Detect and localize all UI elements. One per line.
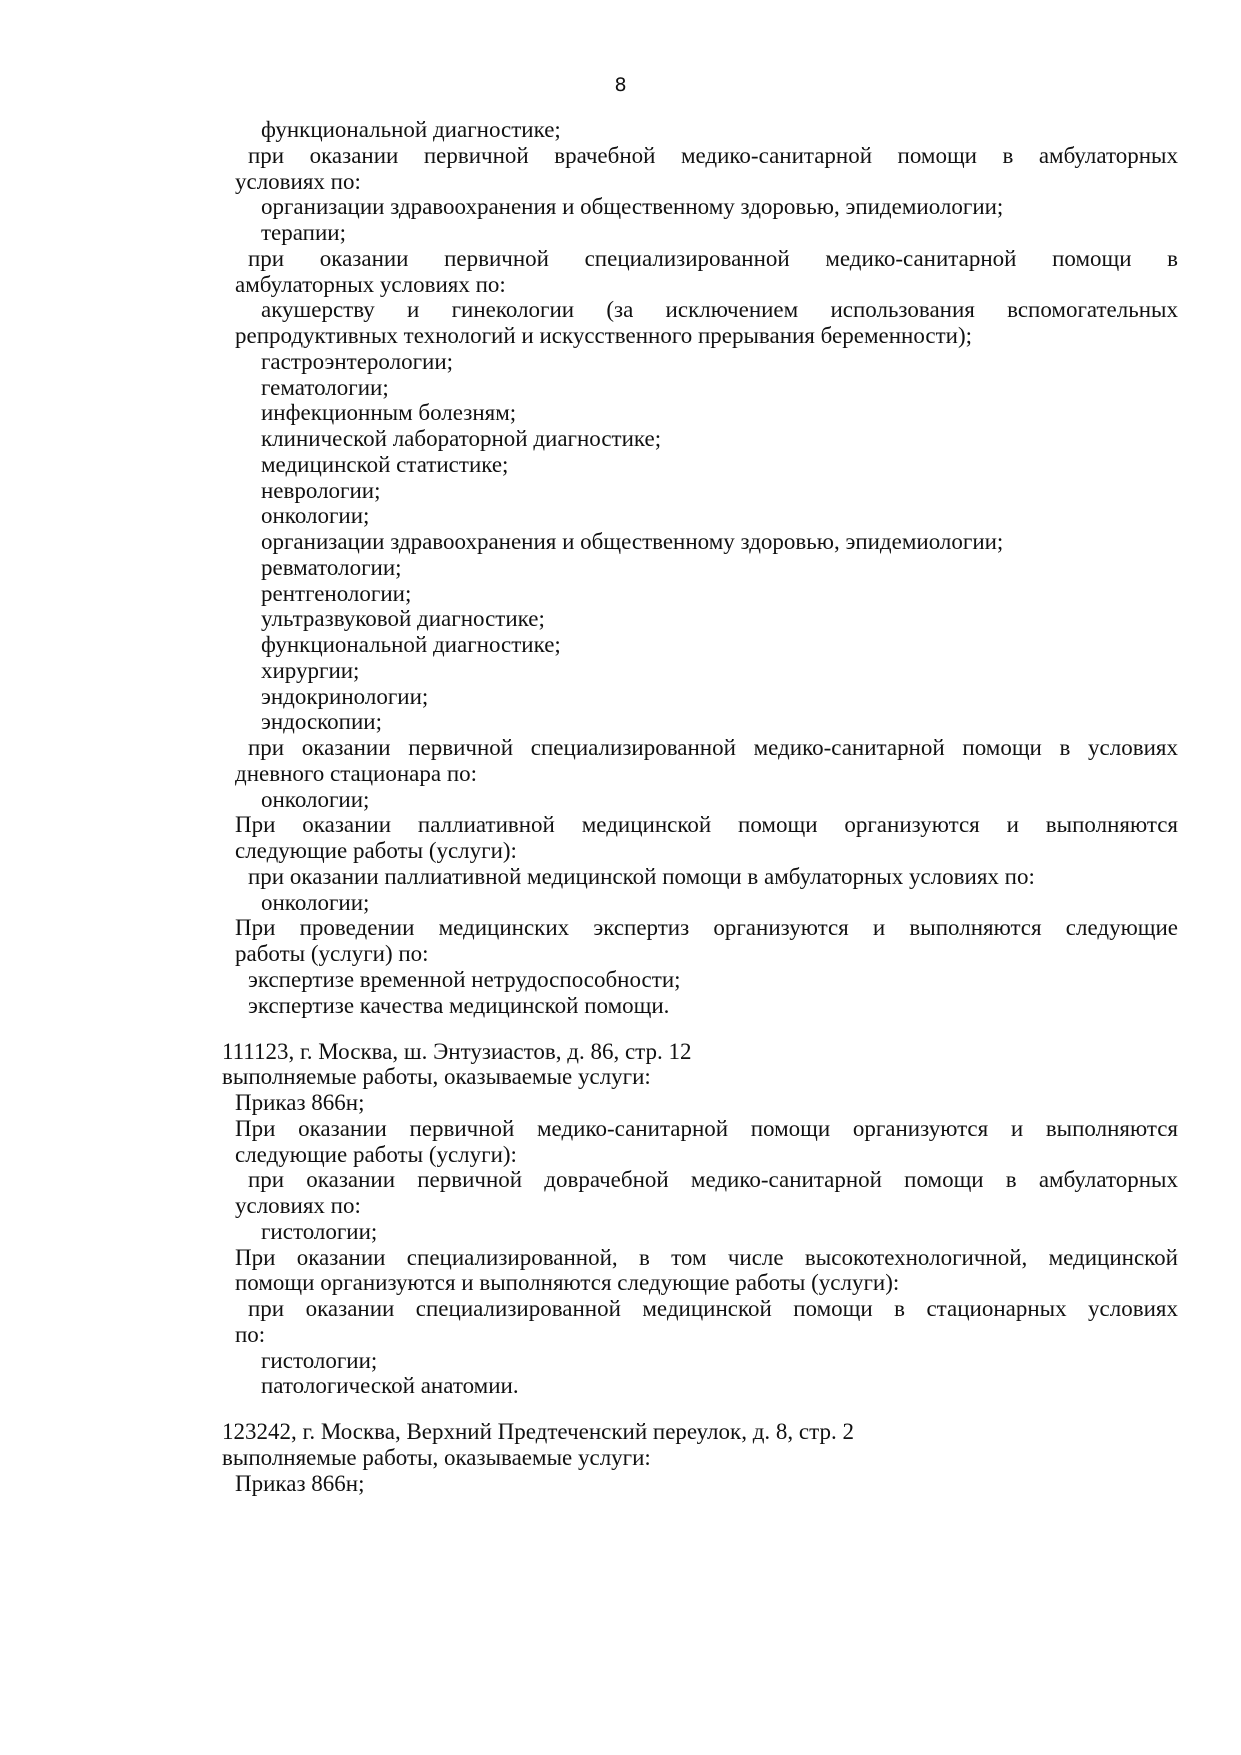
document-line: ультразвуковой диагностике; bbox=[261, 606, 545, 632]
document-line: по: bbox=[235, 1321, 266, 1347]
document-line: гастроэнтерологии; bbox=[261, 348, 454, 374]
document-line: Приказ 866н; bbox=[235, 1470, 365, 1496]
document-line: дневного стационара по: bbox=[235, 760, 478, 786]
document-line: функциональной диагностике; bbox=[261, 117, 561, 142]
document-line: следующие работы (услуги): bbox=[235, 1141, 517, 1167]
document-line: экспертизе временной нетрудоспособности; bbox=[248, 966, 681, 992]
document-line: при оказании первичной доврачебной медико-санитарной помощи в амбулаторных bbox=[248, 1167, 1178, 1193]
page-number: 8 bbox=[614, 74, 627, 96]
document-line: рентгенологии; bbox=[261, 580, 412, 606]
address-line: выполняемые работы, оказываемые услуги: bbox=[222, 1064, 651, 1090]
document-line: функциональной диагностике; bbox=[261, 632, 561, 657]
address-line: 111123, г. Москва, ш. Энтузиастов, д. 86, стр. 12 bbox=[222, 1038, 692, 1064]
document-line: экспертизе качества медицинской помощи. bbox=[248, 992, 670, 1018]
document-line: следующие работы (услуги): bbox=[235, 838, 517, 863]
document-line: При оказании паллиативной медицинской помощи организуются и выполняются bbox=[235, 812, 1178, 838]
document-line: онкологии; bbox=[261, 786, 370, 812]
document-line: гистологии; bbox=[261, 1218, 378, 1244]
document-line: эндоскопии; bbox=[261, 709, 382, 735]
document-line: организации здравоохранения и общественному здоровью, эпидемиологии; bbox=[261, 194, 1004, 220]
document-line: акушерству и гинекологии (за исключением использования вспомогательных bbox=[261, 297, 1178, 323]
document-line: Приказ 866н; bbox=[235, 1090, 365, 1115]
document-line: амбулаторных условиях по: bbox=[235, 271, 506, 297]
address-line: выполняемые работы, оказываемые услуги: bbox=[222, 1445, 651, 1470]
document-line: при оказании специализированной медицинской помощи в стационарных условиях bbox=[248, 1296, 1178, 1321]
address-line: 123242, г. Москва, Верхний Предтеченский переулок, д. 8, стр. 2 bbox=[222, 1419, 854, 1445]
document-line: гематологии; bbox=[261, 374, 389, 400]
document-line: при оказании паллиативной медицинской помощи в амбулаторных условиях по: bbox=[248, 863, 1035, 889]
document-line: патологической анатомии. bbox=[261, 1373, 519, 1399]
document-line: терапии; bbox=[261, 220, 346, 245]
document-line: условиях по: bbox=[235, 168, 361, 194]
document-line: при оказании первичной специализированной медико-санитарной помощи в условиях bbox=[248, 735, 1178, 760]
document-line: онкологии; bbox=[261, 503, 370, 529]
document-line: работы (услуги) по: bbox=[235, 941, 429, 966]
document-line: ревматологии; bbox=[261, 554, 402, 580]
document-line: помощи организуются и выполняются следующие работы (услуги): bbox=[235, 1270, 900, 1296]
document-line: При проведении медицинских экспертиз организуются и выполняются следующие bbox=[235, 915, 1178, 941]
document-line: эндокринологии; bbox=[261, 683, 429, 709]
document-line: репродуктивных технологий и искусственного прерывания беременности); bbox=[235, 323, 973, 348]
document-line: медицинской статистике; bbox=[261, 451, 509, 477]
document-line: при оказании первичной специализированной медико-санитарной помощи в bbox=[248, 245, 1178, 271]
document-line: неврологии; bbox=[261, 477, 381, 503]
document-line: инфекционным болезням; bbox=[261, 400, 517, 426]
document-line: клинической лабораторной диагностике; bbox=[261, 426, 662, 451]
document-line: хирургии; bbox=[261, 657, 360, 683]
document-line: онкологии; bbox=[261, 889, 370, 915]
document-line: условиях по: bbox=[235, 1193, 361, 1218]
document-line: При оказании первичной медико-санитарной помощи организуются и выполняются bbox=[235, 1115, 1178, 1141]
document-line: при оказании первичной врачебной медико-санитарной помощи в амбулаторных bbox=[248, 142, 1178, 168]
document-line: гистологии; bbox=[261, 1347, 378, 1373]
document-line: При оказании специализированной, в том числе высокотехнологичной, медицинской bbox=[235, 1244, 1178, 1270]
document-line: организации здравоохранения и общественному здоровью, эпидемиологии; bbox=[261, 529, 1004, 554]
